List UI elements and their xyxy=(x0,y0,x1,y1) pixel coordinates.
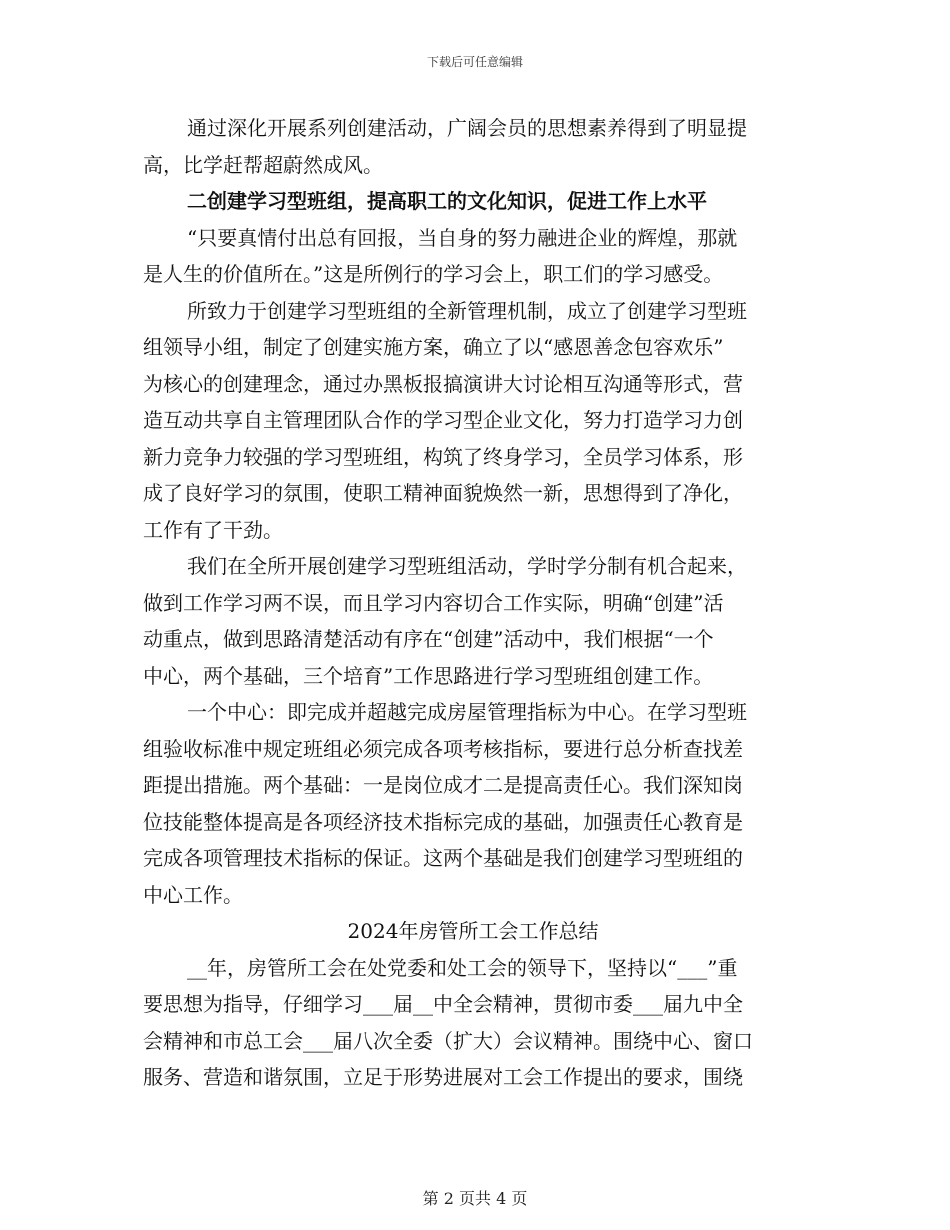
paragraph-line: 我们在全所开展创建学习型班组活动，学时学分制有机合起来， xyxy=(187,554,747,578)
paragraph-line: 服务、营造和谐氛围，立足于形势进展对工会工作提出的要求，围绕 xyxy=(143,1065,743,1089)
paragraph-line: 成了良好学习的氛围，使职工精神面貌焕然一新，思想得到了净化， xyxy=(143,481,743,505)
section-heading: 二创建学习型班组，提高职工的文化知识，促进工作上水平 xyxy=(187,189,707,213)
paragraph-line: 会精神和市总工会___届八次全委（扩大）会议精神。围绕中心、窗口 xyxy=(143,1028,753,1053)
paragraph-line: 要思想为指导，仔细学习___届__中全会精神，贯彻市委___届九中全 xyxy=(143,992,743,1016)
document-title: 2024年房管所工会工作总结 xyxy=(347,919,599,943)
paragraph-line: 是人生的价值所在。”这是所例行的学习会上，职工们的学习感受。 xyxy=(143,262,724,286)
paragraph-line: 完成各项管理技术指标的保证。这两个基础是我们创建学习型班组的 xyxy=(143,846,743,870)
page-header: 下载后可任意编辑 xyxy=(426,55,523,69)
paragraph-line: 通过深化开展系列创建活动，广阔会员的思想素养得到了明显提 xyxy=(187,116,747,140)
paragraph-line: 组验收标准中规定班组必须完成各项考核指标，要进行总分析查找差 xyxy=(143,736,743,761)
paragraph-line: __年，房管所工会在处党委和处工会的领导下，坚持以“___”重 xyxy=(187,955,738,980)
document-body xyxy=(143,110,803,1096)
paragraph-line: 一个中心：即完成并超越完成房屋管理指标为中心。在学习型班 xyxy=(187,700,747,724)
paragraph-line: 新力竞争力较强的学习型班组，构筑了终身学习，全员学习体系，形 xyxy=(143,444,743,469)
paragraph-line: 工作有了干劲。 xyxy=(143,517,283,542)
paragraph-line: 动重点，做到思路清楚活动有序在“创建”活动中，我们根据“一个 xyxy=(143,627,714,651)
paragraph-line: 中心，两个基础，三个培育”工作思路进行学习型班组创建工作。 xyxy=(143,663,714,688)
paragraph-line: 所致力于创建学习型班组的全新管理机制，成立了创建学习型班 xyxy=(187,298,747,323)
page-footer: 第 2 页共 4 页 xyxy=(422,1189,528,1208)
paragraph-line: 组领导小组，制定了创建实施方案，确立了以“感恩善念包容欢乐” xyxy=(143,335,724,359)
paragraph-line: 为核心的创建理念，通过办黑板报搞演讲大讨论相互沟通等形式，营 xyxy=(143,371,743,396)
paragraph-line: 造互动共享自主管理团队合作的学习型企业文化，努力打造学习力创 xyxy=(143,408,743,432)
paragraph-line: “只要真情付出总有回报，当自身的努力融进企业的辉煌，那就 xyxy=(187,225,738,250)
paragraph-line: 做到工作学习两不误，而且学习内容切合工作实际，明确“创建”活 xyxy=(143,590,724,615)
paragraph-line: 位技能整体提高是各项经济技术指标完成的基础，加强责任心教育是 xyxy=(143,809,743,834)
paragraph-line: 高，比学赶帮超蔚然成风。 xyxy=(143,152,383,177)
paragraph-line: 距提出措施。两个基础：一是岗位成才二是提高责任心。我们深知岗 xyxy=(143,773,743,797)
paragraph-line: 中心工作。 xyxy=(143,882,243,907)
